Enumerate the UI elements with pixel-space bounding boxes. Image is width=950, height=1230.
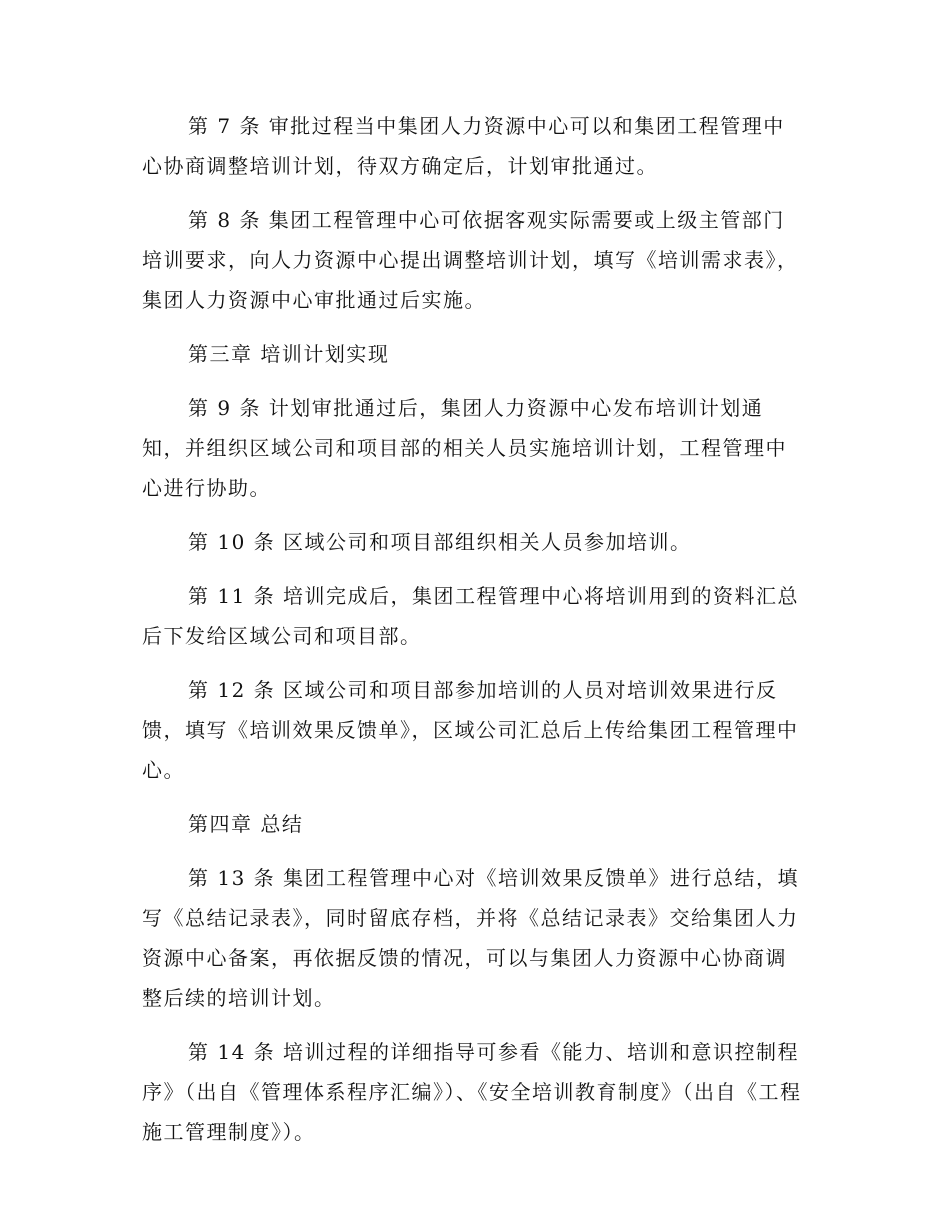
article-10: 第 10 条 区域公司和项目部组织相关人员参加培训。 — [188, 530, 692, 554]
chapter-3-heading: 第三章 培训计划实现 — [188, 342, 390, 366]
article-11: 第 11 条 培训完成后，集团工程管理中心将培训用到的资料汇总后下发给区域公司和项目部。 — [142, 584, 800, 648]
article-7: 第 7 条 审批过程当中集团人力资源中心可以和集团工程管理中心协商调整培训计划，待双方确定后，计划审批通过。 — [142, 114, 785, 178]
article-8: 第 8 条 集团工程管理中心可依据客观实际需要或上级主管部门培训要求，向人力资源中心提出调整培训计划，填写《培训需求表》，集团人力资源中心审批通过后实施。 — [142, 208, 799, 312]
article-12: 第 12 条 区域公司和项目部参加培训的人员对培训效果进行反馈，填写《培训效果反馈单》，区域公司汇总后上传给集团工程管理中心。 — [142, 678, 799, 782]
chapter-4-heading: 第四章 总结 — [188, 812, 304, 836]
article-14: 第 14 条 培训过程的详细指导可参看《能力、培训和意识控制程序》（出自《管理体系程序汇编》）、《安全培训教育制度》（出自《工程施工管理制度》）。 — [142, 1040, 802, 1144]
article-13: 第 13 条 集团工程管理中心对《培训效果反馈单》进行总结，填写《总结记录表》，同时留底存档，并将《总结记录表》交给集团人力资源中心备案，再依据反馈的情况，可以与集团人力资源中心协商调整后续的培训计划。 — [142, 866, 800, 1010]
article-9: 第 9 条 计划审批通过后，集团人力资源中心发布培训计划通知，并组织区域公司和项目部的相关人员实施培训计划，工程管理中心进行协助。 — [142, 396, 787, 500]
document-page — [142, 106, 802, 1166]
